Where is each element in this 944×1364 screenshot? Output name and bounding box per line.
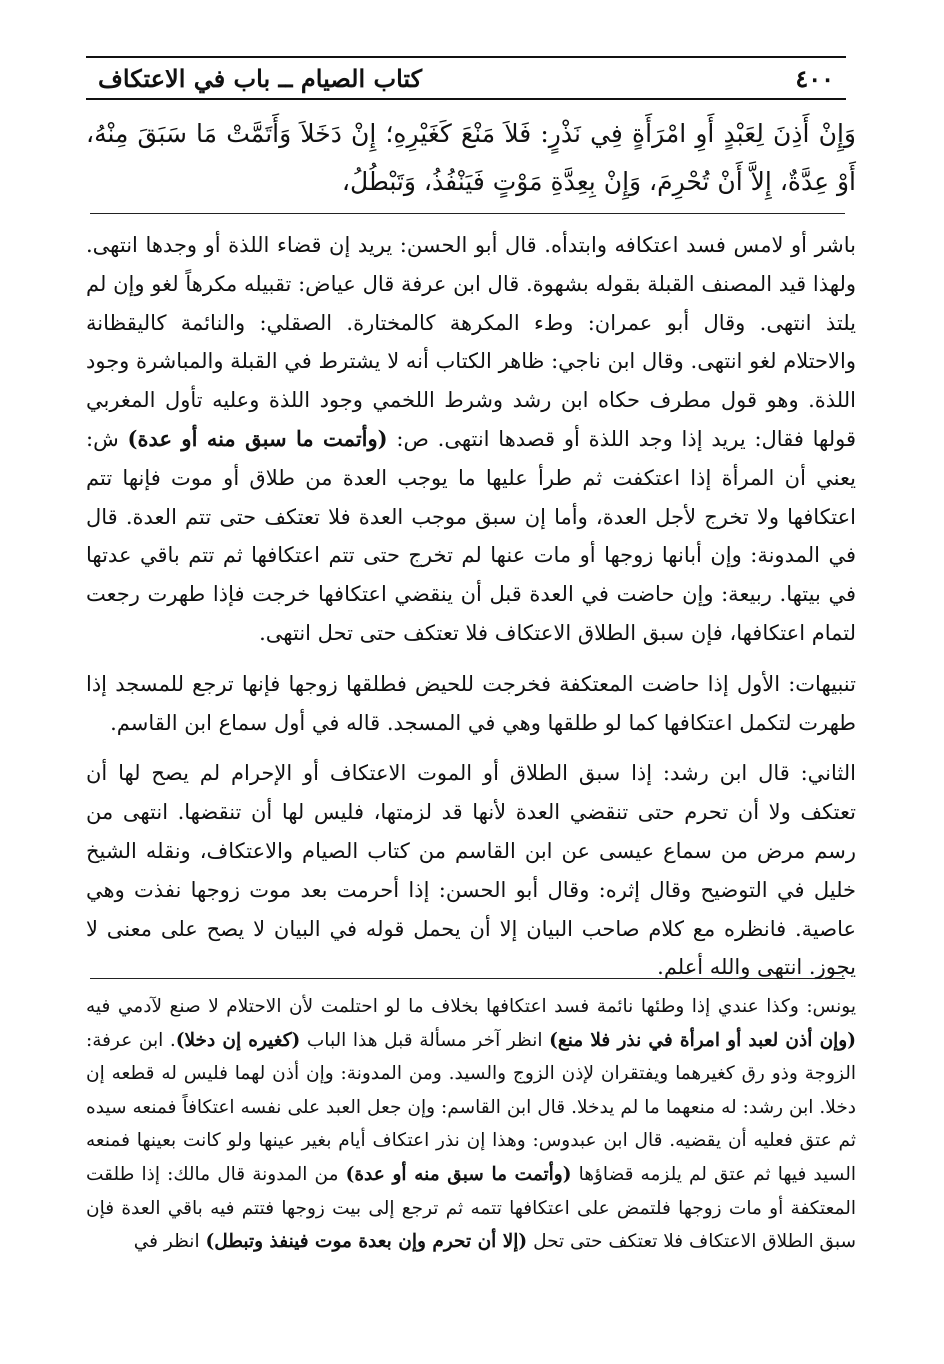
quoted-matn: (وأتمت ما سبق منه أو عدة)	[127, 425, 388, 451]
main-text: وَإِنْ أَذِنَ لِعَبْدٍ أَوِ امْرَأَةٍ فِي نَذْرٍ: فَلاَ مَنْعَ كَغَيْرِهِ؛ إِنْ دَخَلاَ وَأَتَمَّتْ مَا سَبَقَ مِنْهُ، أَوْ عِدَّةٌ، إِلاَّ أَنْ تُحْرِمَ، وَإِنْ بِعِدَّةِ مَوْتٍ فَيَنْفُذُ، وَتَبْطُلُ،	[86, 119, 856, 196]
quoted-matn: (وأتمت ما سبق منه أو عدة)	[345, 1163, 572, 1185]
quoted-matn: (كغيره إن دخلا)	[175, 1029, 301, 1051]
footnote-paragraph	[86, 990, 856, 1259]
running-title: كتاب الصيام ــ باب في الاعتكاف	[98, 63, 423, 93]
matn-divider	[90, 213, 845, 214]
footnote-text: . ابن عرفة: الزوجة وذو رق كغيرهما ويفتقران لإذن الزوج والسيد. ومن المدونة: وإن أذن لهما فليس له قطعه إن دخلا. ابن رشد: له منعهما ما لم يدخلا. قال ابن القاسم: وإن جعل العبد على نفسه اعتكافاً فمنعه سيده ثم عتق فعليه أن يقضيه. قال ابن عبدوس: وهذا إن نذر اعتكاف أيام بغير عينها ولو كانت بعينها فمنعه السيد فيها ثم عتق لم يلزمه قضاؤها	[86, 1029, 856, 1185]
footnote-text: انظر آخر مسألة قبل هذا الباب	[300, 1029, 550, 1051]
footnote-text: يونس: وكذا عندي إذا وطئها نائمة فسد اعتكافها بخلاف ما لو احتلمت لأن الاحتلام لا صنع لآدمي فيه	[86, 996, 856, 1017]
commentary-text: باشر أو لامس فسد اعتكافه وابتدأه. قال أبو الحسن: يريد إن قضاء اللذة أو وجدها انتهى. ولهذا قيد المصنف القبلة بقوله بشهوة. قال ابن عرفة قال عياض: تقبيله مكرهاً لغو وإن لم يلتذ انتهى. وقال أبو عمران: وطء المكرهة كالمختارة. الصقلي: والنائمة كاليقظانة والاحتلام لغو انتهى. وقال ابن ناجي: ظاهر الكتاب أنه لا يشترط في القبلة والمباشرة وجود اللذة. وهو قول مطرف حكاه ابن رشد وشرط اللخمي وجود اللذة وعليه تأول المغربي قولها فقال: يريد إذا وجد اللذة أو قصدها انتهى. ص:	[86, 233, 857, 451]
footnote-block	[86, 990, 856, 1259]
commentary-paragraph: الثاني: قال ابن رشد: إذا سبق الطلاق أو الموت الاعتكاف أو الإحرام لم يصح لها أن تعتكف ولا أن تحرم حتى تنقضي العدة لأنها قد لزمتها، فليس لها أن تنقضها. انتهى من رسم مرض من سماع عيسى عن ابن القاسم من كتاب الصيام والاعتكاف، ونقله الشيخ خليل في التوضيح وقال إثره: وقال أبو الحسن: إذا أحرمت بعد موت زوجها نفذت وهي عاصية. فانظره مع كلام صاحب البيان إلا أن يحمل قوله في البيان لا يصح على معنى لا يجوز. انتهى والله أعلم.	[86, 761, 856, 980]
page-header	[86, 56, 846, 100]
quoted-matn: (وإن أذن لعبد أو امرأة في نذر فلا منع)	[549, 1029, 856, 1051]
footnote-text: انظر في	[133, 1231, 206, 1253]
commentary	[86, 226, 856, 987]
quoted-matn: (إلا أن تحرم وإن بعدة موت فينفذ وتبطل)	[205, 1231, 528, 1253]
commentary-paragraph	[86, 226, 856, 653]
footnote-divider	[90, 978, 845, 979]
commentary-text: ش: يعني أن المرأة إذا اعتكفت ثم طرأ عليها ما يوجب العدة من طلاق أو موت فإنها تتم اعتكافها ولا تخرج لأجل العدة، وأما إن سبق موجب العدة فلا تعتكف حتى تتم العدة. قال في المدونة: وإن أبانها زوجها أو مات عنها لم تخرج حتى تتم اعتكافها ثم تتم باقي عدتها في بيتها. ربيعة: وإن حاضت في العدة قبل أن ينقضي اعتكافها خرجت فإذا طهرت رجعت لتمام اعتكافها، فإن سبق الطلاق الاعتكاف فلا تعتكف حتى تحل انتهى.	[86, 426, 856, 645]
commentary-paragraph: تنبيهات: الأول إذا حاضت المعتكفة فخرجت للحيض فطلقها زوجها فإنها ترجع للمسجد إذا طهرت لتكمل اعتكافها كما لو طلقها وهي في المسجد. قاله في أول سماع ابن القاسم.	[86, 671, 856, 735]
footnote-text: من المدونة قال مالك: إذا طلقت المعتكفة أو مات زوجها فلتمض على اعتكافها تتمه ثم ترجع إلى بيت زوجها فتتم فيه باقي العدة فإن سبق الطلاق الاعتكاف فلا تعتكف حتى تحل	[86, 1163, 856, 1253]
page-number: ٤٠٠	[795, 63, 834, 93]
